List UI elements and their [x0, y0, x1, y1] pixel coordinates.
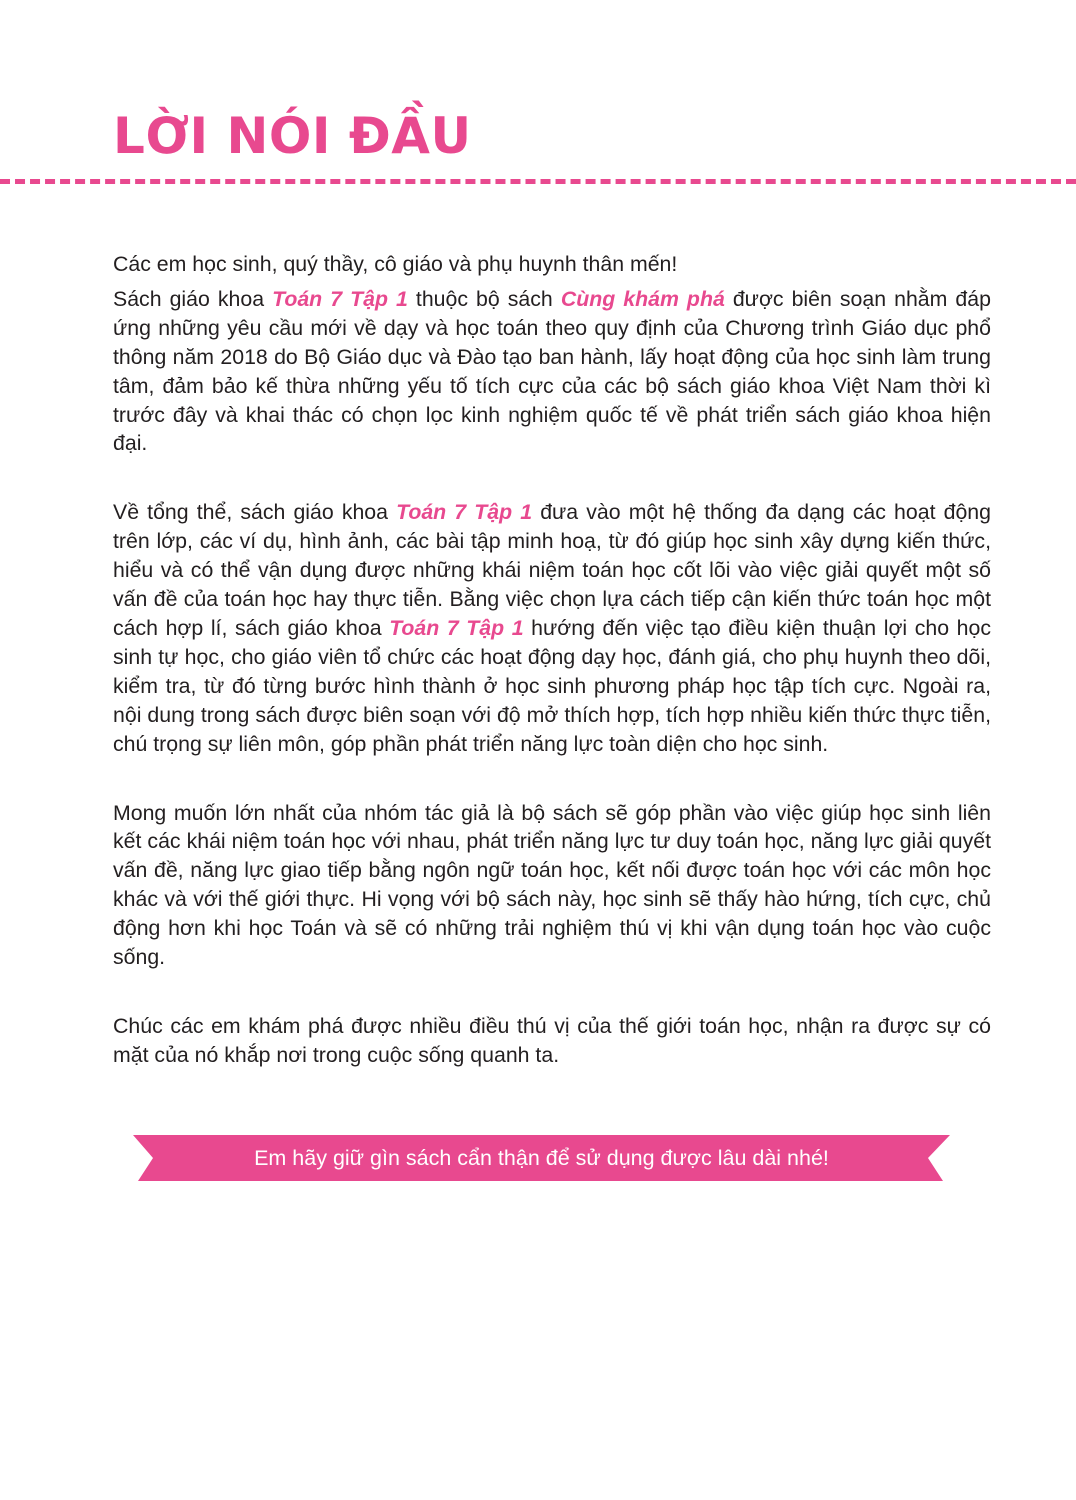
overview-text-1: đưa vào một hệ thống đa dạng các hoạt động trên lớp, các ví dụ, hình ảnh, các bài tập minh hoạ, từ đó giúp học sinh xây dựng kiến thức, hiểu và có thể vận dụng được những khái niệm toán học cốt lõi vào việc giải quyết một số vấn đề của toán học hay thực tiễn. Bằng việc chọn lựa cách tiếp cận kiến thức toán học một cách hợp lí, sách giáo khoa — [113, 500, 991, 640]
overview-text-0: Về tổng thể, sách giáo khoa — [113, 500, 397, 525]
greeting-paragraph: Các em học sinh, quý thầy, cô giáo và phụ huynh thân mến! — [113, 252, 678, 276]
intro-text-1: thuộc bộ sách — [407, 286, 561, 311]
series-name-highlight: Cùng khám phá — [560, 286, 725, 311]
overview-text-2: hướng đến việc tạo điều kiện thuận lợi cho học sinh tự học, cho giáo viên tổ chức các hoạt động dạy học, đánh giá, cho phụ huynh theo dõi, kiểm tra, từ đó từng bước hình thành ở học sinh phương pháp học tập tích cực. Ngoài ra, nội dung trong sách được biên soạn với độ mở thích hợp, tích hợp nhiều kiến thức thực tiễn, chú trọng sự liên môn, góp phần phát triển năng lực toàn diện cho học sinh. — [113, 615, 991, 756]
book-title-highlight: Toán 7 Tập 1 — [389, 615, 524, 640]
page-title: LỜI NÓI ĐẦU — [113, 107, 472, 165]
intro-paragraph — [113, 285, 991, 458]
overview-paragraph — [113, 498, 991, 758]
book-title-highlight: Toán 7 Tập 1 — [272, 286, 408, 311]
reminder-text: Em hãy giữ gìn sách cẩn thận để sử dụng được lâu dài nhé! — [254, 1146, 829, 1170]
intro-text-0: Sách giáo khoa — [113, 286, 273, 311]
closing-wish-paragraph: Chúc các em khám phá được nhiều điều thú vị của thế giới toán học, nhận ra được sự có mặt của nó khắp nơi trong cuộc sống quanh ta. — [113, 1013, 991, 1067]
preface-body — [113, 250, 991, 1070]
book-title-highlight: Toán 7 Tập 1 — [396, 500, 533, 525]
reminder-ribbon-banner — [133, 1135, 950, 1181]
intro-text-2: được biên soạn nhằm đáp ứng những yêu cầu mới về dạy và học toán theo quy định của Chương trình Giáo dục phổ thông năm 2018 do Bộ Giáo dục và Đào tạo ban hành, lấy hoạt động của học sinh làm trung tâm, đảm bảo kế thừa những yếu tố tích cực của các bộ sách giáo khoa Việt Nam thời kì trước đây và khai thác có chọn lọc kinh nghiệm quốc tế về phát triển sách giáo khoa hiện đại. — [113, 286, 991, 456]
title-dashed-divider — [0, 179, 1076, 184]
aspiration-paragraph: Mong muốn lớn nhất của nhóm tác giả là bộ sách sẽ góp phần vào việc giúp học sinh liên kết các khái niệm toán học với nhau, phát triển năng lực tư duy toán học, năng lực giải quyết vấn đề, năng lực giao tiếp bằng ngôn ngữ toán học, kết nối được toán học với các môn học khác và với thế giới thực. Hi vọng với bộ sách này, học sinh sẽ thấy hào hứng, tích cực, chủ động hơn khi học Toán và sẽ có những trải nghiệm thú vị khi vận dụng toán học vào cuộc sống. — [113, 800, 991, 970]
